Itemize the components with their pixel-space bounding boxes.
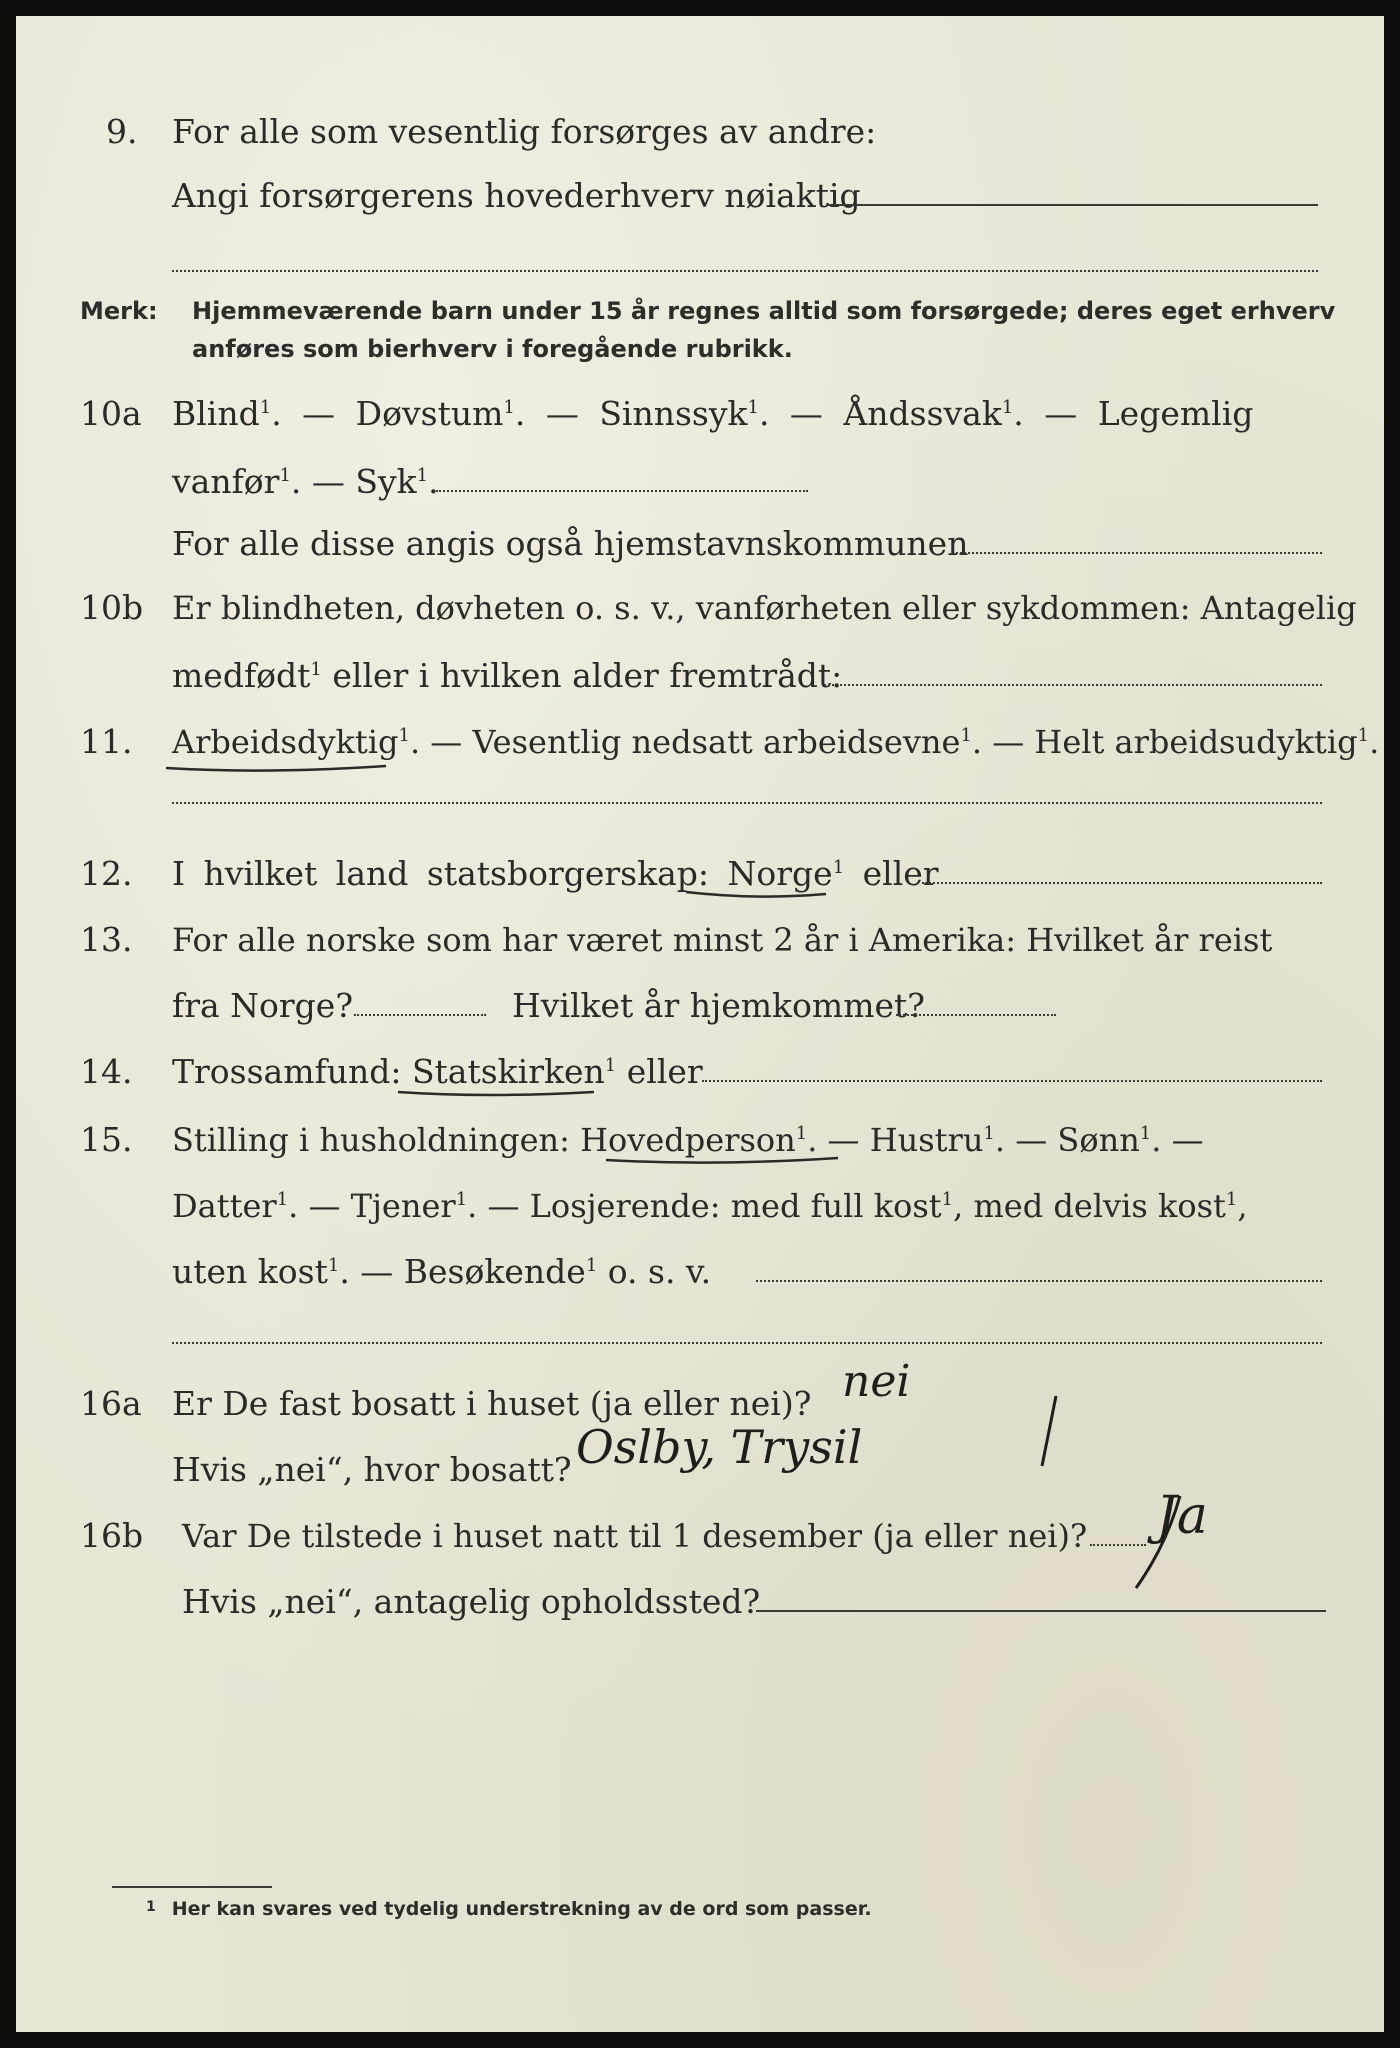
question-10a-text-line3: For alle disse angis også hjemstavnskommunen bbox=[172, 524, 969, 563]
footnote-ref: 1 bbox=[960, 725, 972, 746]
handwritten-answer-hvor-bosatt[interactable]: Oslby, Trysil bbox=[576, 1420, 863, 1474]
question-14-or: eller bbox=[616, 1052, 703, 1091]
question-16a-number: 16a bbox=[80, 1384, 142, 1423]
question-13-number: 13. bbox=[80, 920, 133, 959]
footnote-ref: 1 bbox=[1225, 1189, 1238, 1210]
option-arbeidsdyktig[interactable]: Arbeidsdyktig bbox=[172, 723, 399, 761]
footnote-ref: 1 bbox=[416, 465, 429, 486]
handwritten-answer-tilstede[interactable]: Ja bbox=[1156, 1486, 1208, 1546]
note-label: Merk: bbox=[80, 297, 158, 325]
footnote-ref: 1 bbox=[604, 1055, 617, 1076]
option-hovedperson[interactable]: Stilling i husholdningen: Hovedperson bbox=[172, 1121, 796, 1159]
footnote-ref: 1 bbox=[941, 1189, 954, 1210]
footnote-mark: 1 bbox=[146, 1899, 156, 1915]
option-nedsatt-arbeidsevne[interactable]: . — Vesentlig nedsatt arbeidsevne bbox=[409, 723, 961, 761]
handwritten-underlines bbox=[16, 16, 1384, 2032]
option-tjener[interactable]: . — Tjener bbox=[288, 1187, 456, 1225]
question-10a-number: 10a bbox=[80, 394, 142, 433]
underline-hovedperson bbox=[606, 1158, 838, 1163]
question-9-number: 9. bbox=[106, 112, 138, 151]
option-legemlig[interactable]: . — Legemlig bbox=[1013, 394, 1254, 433]
option-dovstum[interactable]: . — Døvstum bbox=[271, 394, 504, 433]
question-10b-number: 10b bbox=[80, 588, 144, 627]
option-andssvak[interactable]: . — Åndssvak bbox=[758, 394, 1002, 433]
question-15-number: 15. bbox=[80, 1120, 133, 1159]
question-9-text: For alle som vesentlig forsørges av andre: bbox=[172, 112, 877, 151]
question-12-label: I hvilket land statsborgerskap: Norge bbox=[172, 854, 833, 893]
footnote-text: Her kan svares ved tydelig understrekning av de ord som passer. bbox=[171, 1898, 872, 1920]
footnote-ref: 1 bbox=[455, 1189, 468, 1210]
footnote-ref: 1 bbox=[503, 397, 515, 418]
footnote-ref: 1 bbox=[747, 397, 759, 418]
question-13-text-hjemkommet: Hvilket år hjemkommet? bbox=[512, 986, 925, 1025]
question-16b-number: 16b bbox=[80, 1516, 144, 1555]
question-15-etc: o. s. v. bbox=[597, 1252, 712, 1291]
question-11-number: 11. bbox=[80, 722, 133, 761]
question-14-number: 14. bbox=[80, 1052, 133, 1091]
footnote-ref: 1 bbox=[1001, 397, 1014, 418]
question-9-text-line2: Angi forsørgerens hovederhverv nøiaktig bbox=[172, 176, 861, 215]
option-delvis-kost[interactable]: , med delvis kost bbox=[953, 1187, 1226, 1225]
question-12-number: 12. bbox=[80, 854, 133, 893]
option-besokende[interactable]: . — Besøkende bbox=[339, 1252, 586, 1291]
question-16a-text-line2: Hvis „nei“, hvor bosatt? bbox=[172, 1450, 572, 1489]
underline-statskirken bbox=[398, 1092, 594, 1095]
option-full-kost[interactable]: . — Losjerende: med full kost bbox=[467, 1187, 942, 1225]
footnote-ref: 1 bbox=[795, 1123, 808, 1144]
question-14-label: Trossamfund: Statskirken bbox=[172, 1052, 605, 1091]
question-13-text: For alle norske som har været minst 2 år i Amerika: Hvilket år reist bbox=[172, 921, 1273, 959]
footnote-ref: 1 bbox=[1357, 725, 1370, 746]
footnote-ref: 1 bbox=[310, 659, 322, 680]
option-sonn[interactable]: . — Sønn bbox=[994, 1121, 1140, 1159]
footnote-ref: 1 bbox=[832, 857, 845, 878]
punctuation: . bbox=[428, 462, 439, 501]
trysil-stroke bbox=[1042, 1396, 1056, 1466]
option-datter[interactable]: Datter bbox=[172, 1187, 277, 1225]
question-16a-text: Er De fast bosatt i huset (ja eller nei)? bbox=[172, 1384, 812, 1423]
footnote-ref: 1 bbox=[398, 725, 410, 746]
question-10b-age: eller i hvilken alder fremtrådt: bbox=[321, 656, 843, 695]
footnote-ref: 1 bbox=[327, 1255, 340, 1276]
footnote-ref: 1 bbox=[259, 397, 272, 418]
footnote-ref: 1 bbox=[279, 465, 291, 486]
punctuation: , bbox=[1237, 1187, 1248, 1225]
underline-norge bbox=[686, 892, 826, 897]
footnote-ref: 1 bbox=[276, 1189, 289, 1210]
option-vanfor[interactable]: vanfør bbox=[172, 462, 280, 501]
question-13-text-line2: fra Norge? bbox=[172, 986, 354, 1025]
question-16b-text-line2: Hvis „nei“, antagelig opholdssted? bbox=[182, 1582, 761, 1621]
option-sinnssyk[interactable]: . — Sinnssyk bbox=[514, 394, 748, 433]
option-arbeidsudyktig[interactable]: . — Helt arbeidsudyktig bbox=[971, 723, 1358, 761]
ja-stroke bbox=[1136, 1496, 1180, 1588]
underline-arbeidsdyktig bbox=[166, 766, 386, 771]
option-uten-kost[interactable]: uten kost bbox=[172, 1252, 328, 1291]
option-syk[interactable]: . — Syk bbox=[290, 462, 417, 501]
option-medfodt[interactable]: medfødt bbox=[172, 656, 311, 695]
note-text-line2: anføres som bierhverv i foregående rubrikk. bbox=[192, 335, 793, 363]
handwritten-answer-bosatt[interactable]: nei bbox=[842, 1356, 911, 1407]
option-blind[interactable]: Blind bbox=[172, 394, 260, 433]
note-text-line1: Hjemmeværende barn under 15 år regnes alltid som forsørgede; deres eget erhverv bbox=[192, 297, 1336, 325]
punctuation: . bbox=[1369, 723, 1380, 761]
footnote-ref: 1 bbox=[1139, 1123, 1152, 1144]
option-hustru[interactable]: . — Hustru bbox=[807, 1121, 984, 1159]
footnote-ref: 1 bbox=[585, 1255, 598, 1276]
census-form-page bbox=[16, 16, 1384, 2032]
footnote-ref: 1 bbox=[983, 1123, 995, 1144]
punctuation: . — bbox=[1151, 1121, 1204, 1159]
question-16b-text: Var De tilstede i huset natt til 1 desember (ja eller nei)? bbox=[182, 1517, 1088, 1555]
question-10b-text: Er blindheten, døvheten o. s. v., vanførheten eller sykdommen: Antagelig bbox=[172, 589, 1357, 627]
question-12-or: eller bbox=[844, 854, 939, 893]
